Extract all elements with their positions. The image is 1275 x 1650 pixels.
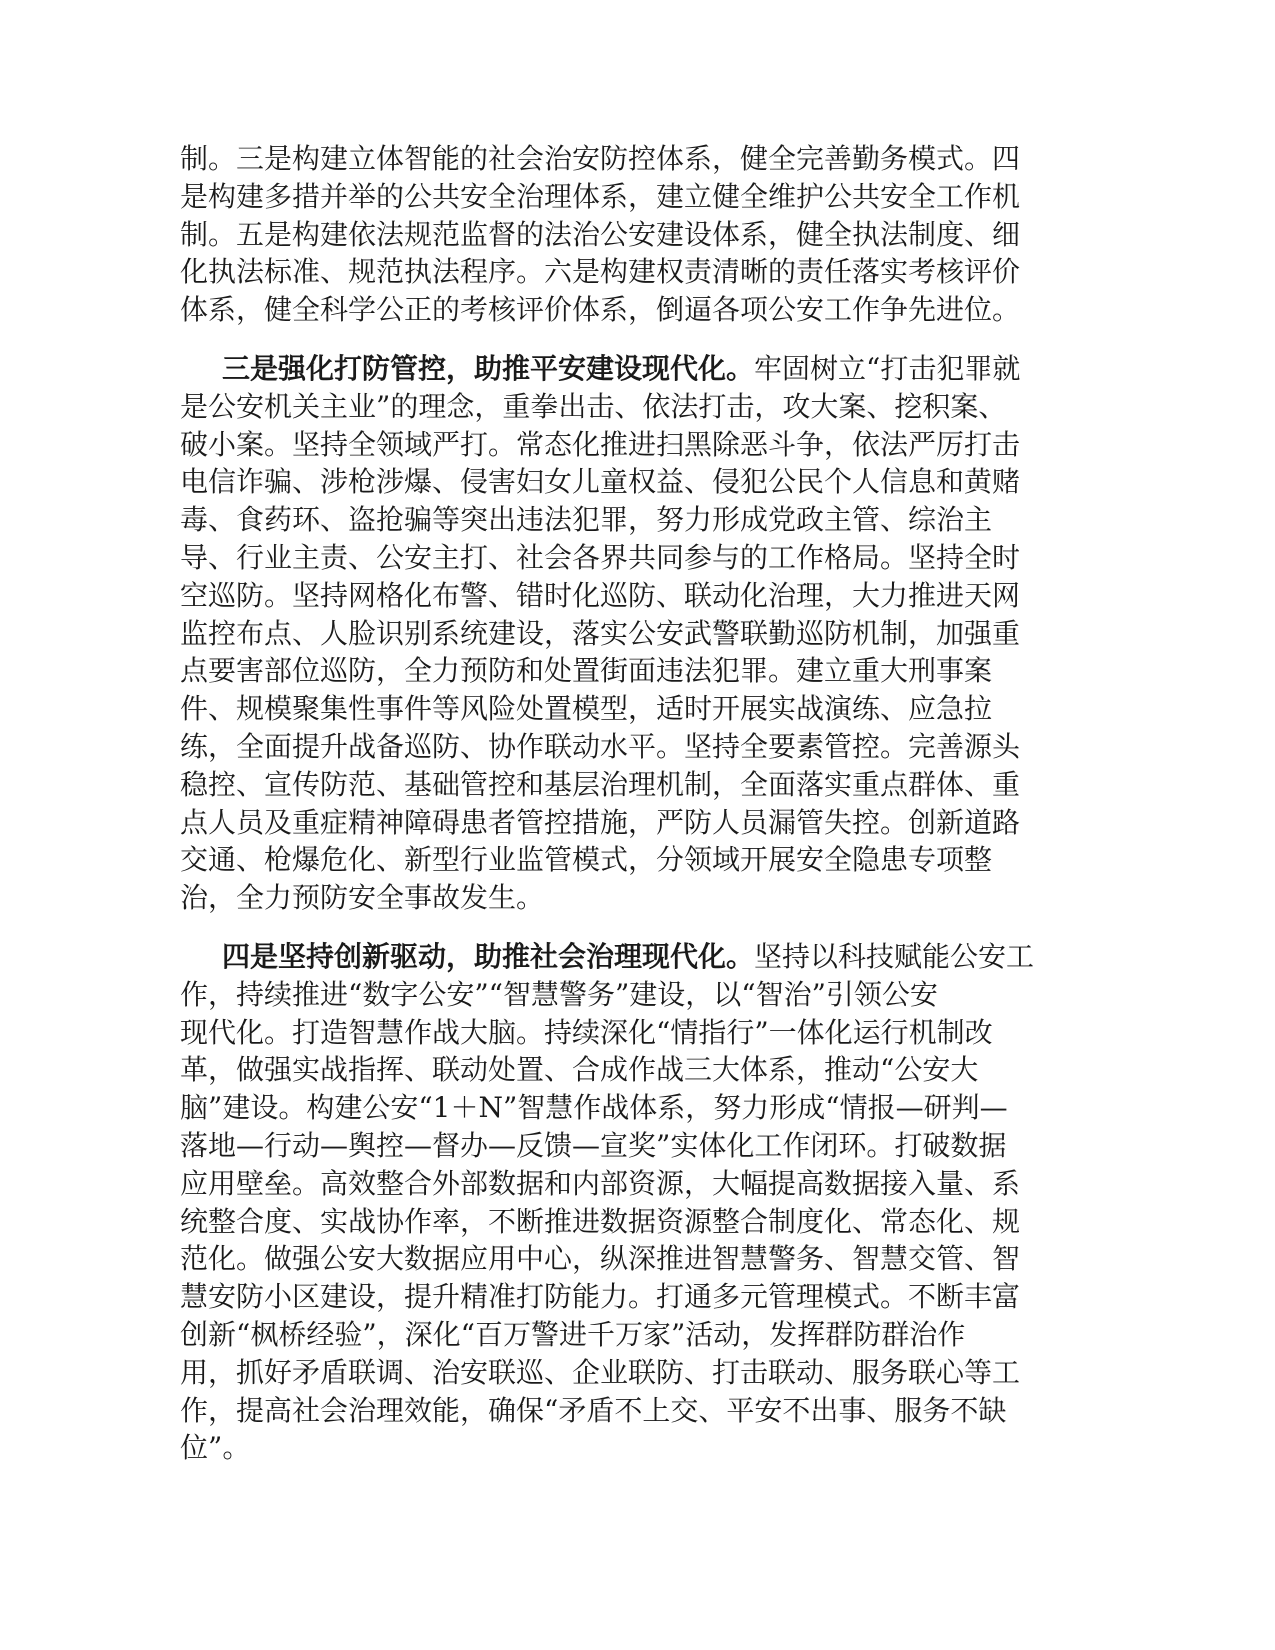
- section-heading: 三是强化打防管控，助推平安建设现代化。: [222, 351, 755, 385]
- para-line: 坚持以科技赋能公安工: [754, 939, 1035, 973]
- paragraph-continuation: [180, 140, 1046, 329]
- para-line: 用，抓好矛盾联调、治安联巡、企业联防、打击联动、服务联心等工: [180, 1355, 1021, 1389]
- para-line: 牢固树立“打击犯罪就: [754, 351, 1021, 385]
- paragraph-section-four: [180, 938, 1046, 1467]
- para-line: 革，做强实战指挥、联动处置、合成作战三大体系，推动“公安大: [180, 1053, 979, 1087]
- para-line: 监控布点、人脸识别系统建设，落实公安武警联勤巡防机制，加强重: [180, 616, 1021, 650]
- para-line: 稳控、宣传防范、基础管控和基层治理机制，全面落实重点群体、重: [180, 767, 1021, 801]
- para-line: 创新“枫桥经验”，深化“百万警进千万家”活动，发挥群防群治作: [180, 1317, 966, 1351]
- para-line: 治，全力预防安全事故发生。: [180, 881, 545, 915]
- para-line: 范化。做强公安大数据应用中心，纵深推进智慧警务、智慧交管、智: [180, 1242, 1021, 1276]
- para-line: 是构建多措并举的公共安全治理体系，建立健全维护公共安全工作机: [180, 179, 1021, 213]
- para-line: 位”。: [180, 1431, 251, 1465]
- para-line: 破小案。坚持全领域严打。常态化推进扫黑除恶斗争，依法严厉打击: [180, 427, 1021, 461]
- para-line: 脑”建设。构建公安“1＋N”智慧作战体系，努力形成“情报—研判—: [180, 1091, 1008, 1125]
- para-line: 统整合度、实战协作率，不断推进数据资源整合制度化、常态化、规: [180, 1204, 1021, 1238]
- document-page: [180, 140, 1046, 1467]
- para-line: 作，提高社会治理效能，确保“矛盾不上交、平安不出事、服务不缺: [180, 1393, 1007, 1427]
- para-line: 化执法标准、规范执法程序。六是构建权责清晰的责任落实考核评价: [180, 255, 1021, 289]
- para-line: 电信诈骗、涉枪涉爆、侵害妇女儿童权益、侵犯公民个人信息和黄赌: [180, 465, 1021, 499]
- para-line: 作，持续推进“数字公安”“智慧警务”建设，以“智治”引领公安: [180, 977, 938, 1011]
- para-line: 毒、食药环、盗抢骗等突出违法犯罪，努力形成党政主管、综治主: [180, 503, 993, 537]
- para-line: 制。五是构建依法规范监督的法治公安建设体系，健全执法制度、细: [180, 217, 1021, 251]
- para-line: 练，全面提升战备巡防、协作联动水平。坚持全要素管控。完善源头: [180, 729, 1021, 763]
- para-line: 交通、枪爆危化、新型行业监管模式，分领域开展安全隐患专项整: [180, 843, 993, 877]
- para-line: 体系，健全科学公正的考核评价体系，倒逼各项公安工作争先进位。: [180, 293, 1021, 327]
- para-line: 点要害部位巡防，全力预防和处置街面违法犯罪。建立重大刑事案: [180, 654, 993, 688]
- para-line: 导、行业主责、公安主打、社会各界共同参与的工作格局。坚持全时: [180, 540, 1021, 574]
- section-heading: 四是坚持创新驱动，助推社会治理现代化。: [222, 939, 755, 973]
- para-line: 慧安防小区建设，提升精准打防能力。打通多元管理模式。不断丰富: [180, 1280, 1021, 1314]
- para-line: 点人员及重症精神障碍患者管控措施，严防人员漏管失控。创新道路: [180, 805, 1021, 839]
- para-line: 现代化。打造智慧作战大脑。持续深化“情指行”一体化运行机制改: [180, 1015, 993, 1049]
- para-line: 件、规模聚集性事件等风险处置模型，适时开展实战演练、应急拉: [180, 692, 993, 726]
- paragraph-section-three: [180, 350, 1046, 917]
- para-line: 是公安机关主业”的理念，重拳出击、依法打击，攻大案、挖积案、: [180, 389, 1007, 423]
- para-line: 制。三是构建立体智能的社会治安防控体系，健全完善勤务模式。四: [180, 142, 1021, 175]
- para-line: 应用壁垒。高效整合外部数据和内部资源，大幅提高数据接入量、系: [180, 1166, 1021, 1200]
- para-line: 落地—行动—舆控—督办—反馈—宣奖”实体化工作闭环。打破数据: [180, 1128, 1007, 1162]
- para-line: 空巡防。坚持网格化布警、错时化巡防、联动化治理，大力推进天网: [180, 578, 1021, 612]
